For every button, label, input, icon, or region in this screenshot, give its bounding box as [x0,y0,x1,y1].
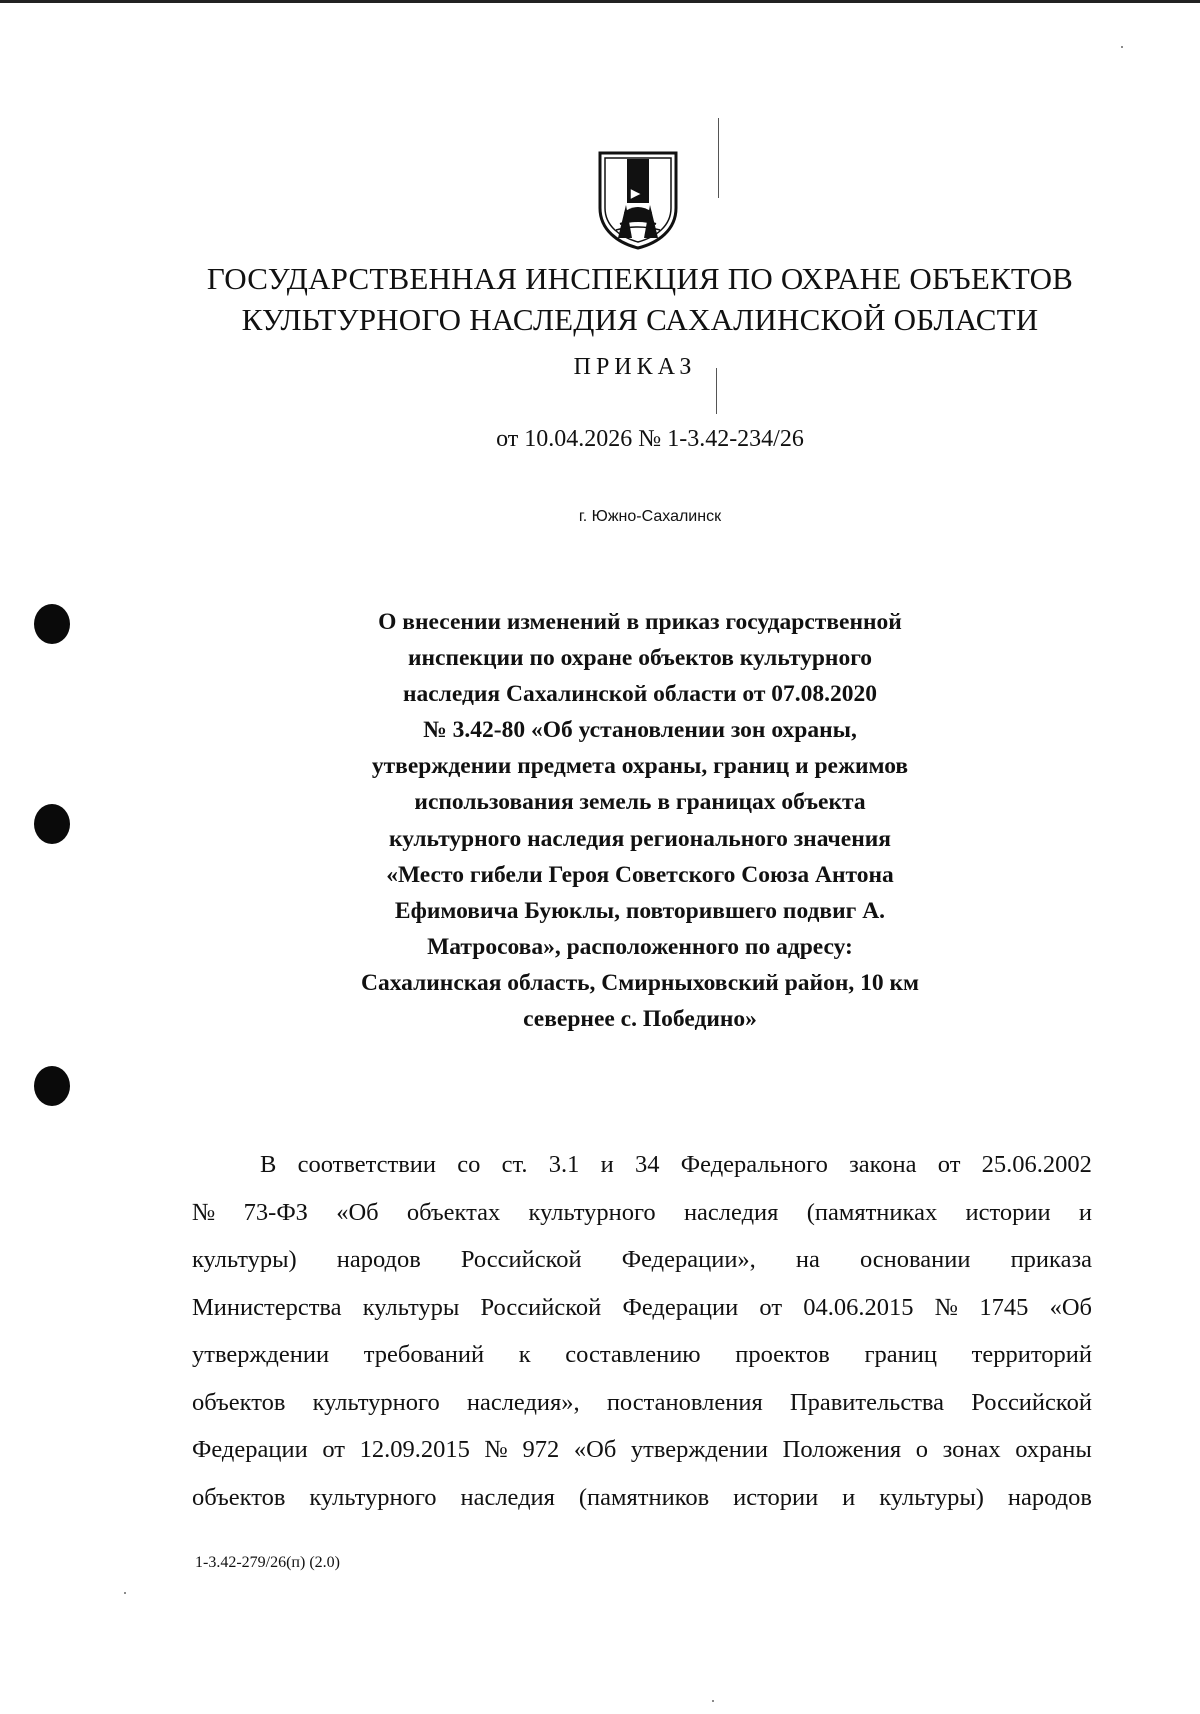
body-word: № [934,1293,959,1321]
body-word: к [518,1341,531,1368]
scan-speck [1121,46,1123,48]
body-word: ст. [501,1151,528,1178]
body-word: Федерации», [621,1246,756,1273]
body-word: приказа [1010,1246,1092,1273]
subject-line: Матросова», расположенного по адресу: [427,933,853,960]
body-word: 73-ФЗ [243,1198,308,1226]
body-word: культурного [309,1483,437,1511]
body-word: народов [336,1246,421,1273]
body-word: со [457,1151,481,1178]
body-word: о [915,1436,928,1463]
body-word: проектов [735,1341,830,1368]
organization-title-line: КУЛЬТУРНОГО НАСЛЕДИЯ САХАЛИНСКОЙ ОБЛАСТИ [241,302,1039,337]
body-word: объектах [406,1198,501,1226]
body-paragraph [192,1141,1092,1521]
body-word: соответствии [297,1151,437,1178]
body-word: «Об [336,1198,379,1226]
punch-hole [34,804,70,844]
body-word: от [322,1436,345,1463]
scan-speck [124,1592,126,1594]
body-word: № [192,1198,216,1226]
sakhalin-coat-of-arms-icon [596,150,680,250]
body-word: утверждении [630,1436,769,1463]
subject-line: «Место гибели Героя Советского Союза Антона [386,861,894,888]
body-word: 1745 [979,1293,1029,1321]
punch-hole [34,1066,70,1106]
body-line [192,1189,1092,1237]
body-word: культурного [528,1198,656,1226]
body-word: и [600,1151,614,1178]
subject-line: наследия Сахалинской области от 07.08.2020 [402,681,878,708]
body-word: Федерального [680,1151,828,1178]
body-word: и [842,1483,856,1511]
body-word: 34 [635,1151,660,1178]
body-line [192,1141,1092,1189]
body-word: 12.09.2015 [359,1436,470,1463]
punch-hole [34,604,70,644]
document-city: г. Южно-Сахалинск [578,508,722,525]
body-word: В [260,1151,277,1178]
scan-top-edge [0,0,1200,3]
body-line [192,1379,1092,1427]
body-word: закона [849,1151,917,1178]
document-type: ПРИКАЗ [573,354,697,380]
body-word: от [937,1151,961,1178]
body-word: объектов [192,1388,286,1416]
body-word: территорий [971,1341,1092,1368]
body-word: 972 [522,1436,560,1463]
body-word: наследия [683,1198,779,1226]
subject-line: Сахалинская область, Смирныховский район, 10 км [360,969,920,996]
body-line [192,1284,1092,1332]
subject-line: культурного наследия регионального значения [388,825,892,852]
body-word: Российской [460,1246,582,1273]
body-line [192,1331,1092,1379]
body-word: 25.06.2002 [981,1151,1092,1178]
scan-speck [712,1700,714,1702]
organization-title-line: ГОСУДАРСТВЕННАЯ ИНСПЕКЦИЯ ПО ОХРАНЕ ОБЪЕКТОВ [206,261,1074,296]
body-line [192,1426,1092,1474]
body-word: наследия [460,1483,555,1511]
body-word: от [759,1293,783,1321]
body-word: Российской [971,1388,1092,1416]
footer-document-code: 1-3.42-279/26(п) (2.0) [195,1554,340,1571]
scan-artifact-line [718,118,719,198]
body-word: Российской [480,1293,602,1321]
body-word: и [1078,1198,1092,1226]
subject-line: севернее с. Победино» [523,1006,757,1033]
body-word: границ [864,1341,937,1368]
body-word: культурного [312,1388,440,1416]
document-date-number: от 10.04.2026 № 1-3.42-234/26 [496,426,804,452]
subject-line: использования земель в границах объекта [414,789,866,816]
body-word: утверждении [192,1341,330,1368]
body-word: составлению [565,1341,701,1368]
body-word: Министерства [192,1293,342,1321]
subject-line: инспекции по охране объектов культурного [407,645,873,672]
body-word: 3.1 [548,1151,580,1178]
body-word: народов [1007,1483,1092,1511]
body-word: постановления [606,1388,763,1416]
body-word: зонах [942,1436,1001,1463]
body-line [192,1236,1092,1284]
body-line [192,1474,1092,1522]
body-word: (памятниках [806,1198,938,1226]
body-word: объектов [192,1483,286,1511]
body-word: Федерации [192,1436,308,1463]
body-word: культуры) [879,1483,984,1511]
body-word: 04.06.2015 [803,1293,914,1321]
body-word: № [484,1436,508,1463]
body-word: Правительства [789,1388,945,1416]
body-word: на [795,1246,820,1273]
subject-line: О внесении изменений в приказ государственной [378,609,902,635]
body-word: Положения [782,1436,902,1463]
body-word: культуры [362,1293,460,1321]
body-word: истории [965,1198,1051,1226]
document-subject [300,604,980,1037]
subject-line: Ефимовича Буюклы, повторившего подвиг А. [394,897,886,924]
body-word: истории [733,1483,819,1511]
body-word: культуры) [192,1246,297,1273]
body-word: основании [859,1246,971,1273]
body-word: охраны [1015,1436,1092,1463]
body-word: «Об [1049,1293,1092,1321]
subject-line: утверждении предмета охраны, границ и режимов [371,753,909,780]
subject-line: № 3.42-80 «Об установлении зон охраны, [423,717,857,744]
body-word: наследия», [466,1388,580,1416]
body-word: (памятников [578,1483,710,1511]
body-word: «Об [573,1436,617,1463]
body-word: требований [363,1341,485,1368]
organization-title [120,258,1160,340]
body-word: Федерации [622,1293,739,1321]
